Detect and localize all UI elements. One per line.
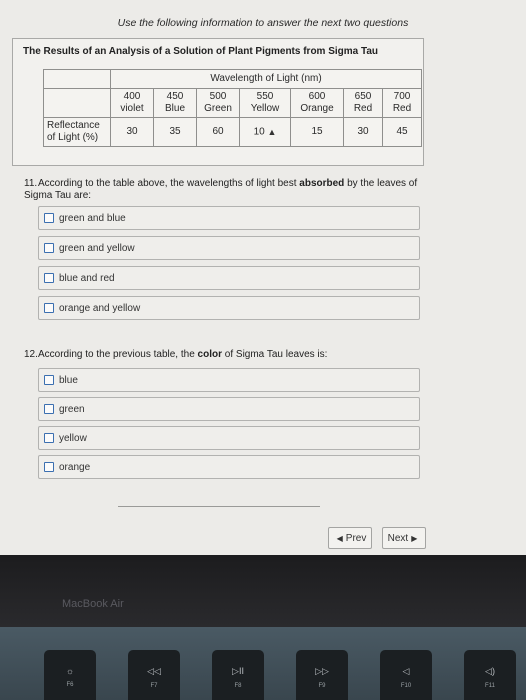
play-pause-icon: ▷II [232,666,244,676]
laptop-bezel [0,555,526,627]
q11-option-2[interactable]: green and yellow [38,236,420,260]
band-cell: 550 Yellow [240,89,291,118]
band-cell: 500 Green [197,89,240,118]
reflectance-cell: 30 [111,118,154,147]
key-f7[interactable]: ◁◁ F7 [128,650,180,700]
checkbox[interactable] [44,243,54,253]
band-cell: 650 Red [344,89,383,118]
band-cell: 400 violet [111,89,154,118]
reflectance-cell: 35 [154,118,197,147]
wavelength-header: Wavelength of Light (nm) [111,70,422,89]
question-number: 12. [24,349,38,360]
checkbox[interactable] [44,303,54,313]
divider [118,506,320,507]
triangle-right-icon: ▶ [411,533,418,543]
checkbox[interactable] [44,213,54,223]
volume-down-icon: ◁) [485,666,495,676]
checkbox[interactable] [44,433,54,443]
checkbox[interactable] [44,462,54,472]
pigment-table [43,69,422,147]
reflectance-cell: 60 [197,118,240,147]
checkbox[interactable] [44,404,54,414]
key-f11[interactable]: ◁) F11 [464,650,516,700]
fast-forward-icon: ▷▷ [315,666,329,676]
question-11: 11.According to the table above, the wavelengths of light best absorbed by the leaves of Sigma Tau are: [24,178,418,201]
q12-option-2[interactable]: green [38,397,420,421]
reflectance-cell: 10 ▲ [240,118,291,147]
q11-option-4[interactable]: orange and yellow [38,296,420,320]
laptop-brand: MacBook Air [62,598,124,610]
wavelength-row [44,89,422,118]
checkbox[interactable] [44,273,54,283]
instructions-text: Use the following information to answer the next two questions [117,17,409,29]
key-f9[interactable]: ▷▷ F9 [296,650,348,700]
next-button[interactable]: Next ▶ [382,527,426,549]
table-corner-cell [44,70,111,89]
question-number: 11. [24,178,38,189]
prev-button[interactable]: ◀ Prev [328,527,372,549]
triangle-left-icon: ◀ [336,533,343,543]
q12-option-4[interactable]: orange [38,455,420,479]
rewind-icon: ◁◁ [147,666,161,676]
q12-option-1[interactable]: blue [38,368,420,392]
brightness-icon: ☼ [65,666,75,676]
question-12: 12.According to the previous table, the color of Sigma Tau leaves is: [24,349,328,360]
info-box [12,38,424,166]
mute-icon: ◁ [402,666,410,676]
band-cell: 700 Red [383,89,422,118]
checkbox[interactable] [44,375,54,385]
key-f10[interactable]: ◁ F10 [380,650,432,700]
reflectance-cell: 15 [291,118,344,147]
q12-option-3[interactable]: yellow [38,426,420,450]
band-cell: 600 Orange [291,89,344,118]
mouse-cursor-icon: ▲ [267,126,277,137]
table-header-row [44,70,422,89]
reflectance-cell: 30 [344,118,383,147]
q11-option-3[interactable]: blue and red [38,266,420,290]
key-f6[interactable]: ☼ F6 [44,650,96,700]
info-title: The Results of an Analysis of a Solution of Plant Pigments from Sigma Tau [23,46,379,57]
q11-option-1[interactable]: green and blue [38,206,420,230]
table-empty-cell [44,89,111,118]
reflectance-row [44,118,422,147]
reflectance-label: Reflectance of Light (%) [44,118,111,147]
reflectance-cell: 45 [383,118,422,147]
band-cell: 450 Blue [154,89,197,118]
key-f8[interactable]: ▷II F8 [212,650,264,700]
